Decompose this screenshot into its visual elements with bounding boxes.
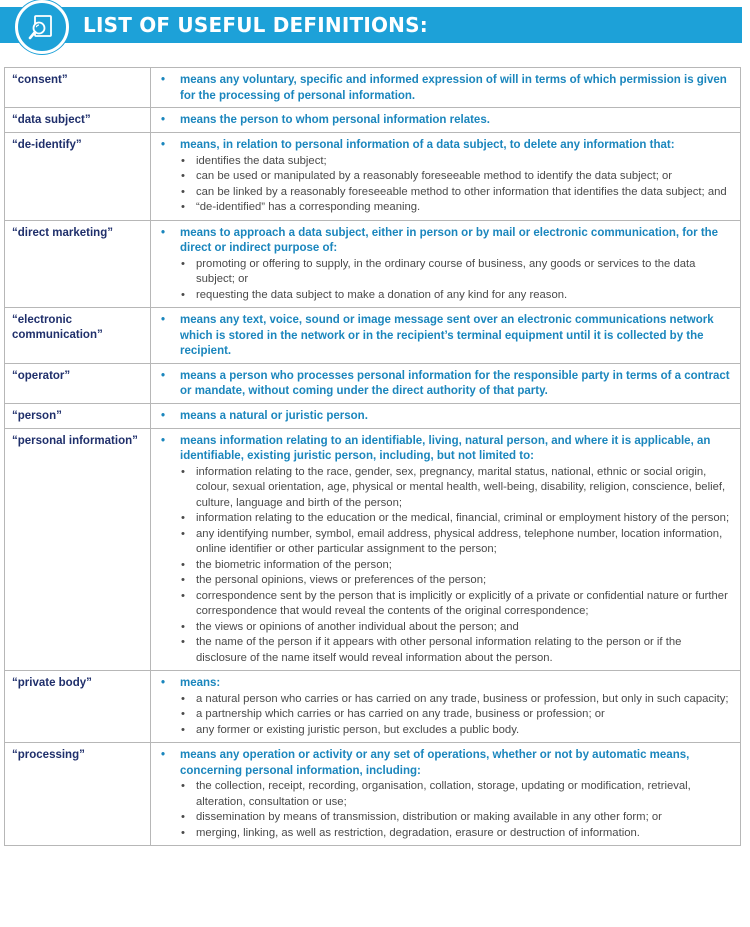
bullet-icon: • [161,434,166,447]
magnifier-document-icon [15,0,69,54]
definition-cell [151,743,741,846]
list-item: • the views or opinions of another individual about the person; and [180,620,732,636]
list-item: • requesting the data subject to make a donation of any kind for any reason. [180,288,732,304]
definition-term: “electronic communication” [5,308,151,364]
definition-text: means a natural or juristic person. [180,409,368,422]
definition-sublist [180,692,732,739]
definition-sublist [180,465,732,667]
definition-sublist [180,779,732,841]
bullet-icon: • [161,139,166,151]
definition-main [161,409,732,425]
definition-text: means any operation or activity or any set of operations, whether or not by automatic means, concerning personal information, including: [180,749,690,777]
definition-row [5,108,741,133]
page-title: LIST OF USEFUL DEFINITIONS: [83,13,428,37]
definition-term: “direct marketing” [5,220,151,308]
definition-text: means to approach a data subject, either in person or by mail or electronic communication, for the direct or indirect purpose of: [180,226,719,254]
list-item: • information relating to the education or the medical, financial, criminal or employment history of the person; [180,511,732,527]
list-item: • the personal opinions, views or preferences of the person; [180,573,732,589]
list-item: • promoting or offering to supply, in the ordinary course of business, any goods or services to the data subject; or [180,257,732,288]
definition-main [161,434,732,465]
definition-term: “data subject” [5,108,151,133]
definition-cell [151,133,741,221]
definition-term: “consent” [5,68,151,108]
list-item: • a natural person who carries or has carried on any trade, business or profession, but only in such capacity; [180,692,732,708]
definition-cell [151,363,741,403]
definition-row [5,308,741,364]
definitions-table [4,67,741,846]
definition-term: “operator” [5,363,151,403]
definition-main [161,113,732,129]
list-item: • the collection, receipt, recording, organisation, collation, storage, updating or modification, retrieval, alteration, consultation or use; [180,779,732,810]
definition-main [161,226,732,257]
definition-cell [151,220,741,308]
definition-row [5,363,741,403]
definition-row [5,220,741,308]
list-item: • a partnership which carries or has carried on any trade, business or profession; or [180,707,732,723]
list-item: • any identifying number, symbol, email address, physical address, telephone number, location information, online identifier or other particular assignment to the person; [180,527,732,558]
list-item: • merging, linking, as well as restriction, degradation, erasure or destruction of information. [180,826,732,842]
definition-sublist [180,154,732,216]
definition-main [161,369,732,400]
definition-term: “processing” [5,743,151,846]
bullet-icon: • [161,114,166,126]
definition-term: “de-identify” [5,133,151,221]
bullet-icon: • [161,749,166,761]
header-banner [0,7,742,43]
bullet-icon: • [161,409,166,422]
bullet-icon: • [161,677,166,689]
list-item: • any former or existing juristic person, but excludes a public body. [180,723,732,739]
definition-text: means: [180,677,221,689]
definition-term: “person” [5,403,151,428]
definition-cell [151,403,741,428]
definition-main [161,676,732,692]
definition-row [5,403,741,428]
definition-row [5,133,741,221]
definition-text: means information relating to an identifiable, living, natural person, and where it is applicable, an identifiable, existing juristic person, including, but not limited to: [180,434,711,462]
definition-row [5,743,741,846]
magnifier-glyph [28,13,56,41]
bullet-icon: • [161,314,166,326]
definition-row [5,68,741,108]
definition-text: means, in relation to personal information of a data subject, to delete any information that: [180,139,675,151]
list-item: • can be used or manipulated by a reasonably foreseeable method to identify the data subject; or [180,169,732,185]
definition-cell [151,108,741,133]
list-item: • the biometric information of the person; [180,558,732,574]
definition-cell [151,68,741,108]
definition-main [161,73,732,104]
bullet-icon: • [161,74,166,86]
list-item: • information relating to the race, gender, sex, pregnancy, marital status, national, ethnic or social origin, colour, sexual orientation, age, physical or mental health, well-being, disability, religion, conscience, belief, culture, language and birth of the person; [180,465,732,512]
definition-cell [151,308,741,364]
list-item: • “de-identified” has a corresponding meaning. [180,200,732,216]
definition-main [161,313,732,360]
definition-row [5,671,741,743]
definition-cell [151,671,741,743]
definition-term: “personal information” [5,428,151,671]
list-item: • dissemination by means of transmission, distribution or making available in any other form; or [180,810,732,826]
list-item: • can be linked by a reasonably foreseeable method to other information that identifies the data subject; and [180,185,732,201]
list-item: • identifies the data subject; [180,154,732,170]
definition-sublist [180,257,732,304]
list-item: • correspondence sent by the person that is implicitly or explicitly of a private or confidential nature or further correspondence that would reveal the contents of the original correspondence; [180,589,732,620]
definition-cell [151,428,741,671]
definition-main [161,138,732,154]
definition-row [5,428,741,671]
list-item: • the name of the person if it appears with other personal information relating to the person or if the disclosure of the name itself would reveal information about the person. [180,635,732,666]
definition-text: means the person to whom personal information relates. [180,114,490,126]
bullet-icon: • [161,369,166,382]
definition-term: “private body” [5,671,151,743]
bullet-icon: • [161,226,166,239]
definition-text: means a person who processes personal information for the responsible party in terms of a contract or mandate, without coming under the direct authority of that party. [180,369,730,397]
definition-main [161,748,732,779]
definition-text: means any text, voice, sound or image message sent over an electronic communications network which is stored in the network or in the recipient’s terminal equipment until it is collected by the recipient. [180,314,714,357]
definition-text: means any voluntary, specific and informed expression of will in terms of which permission is given for the processing of personal information. [180,74,727,102]
